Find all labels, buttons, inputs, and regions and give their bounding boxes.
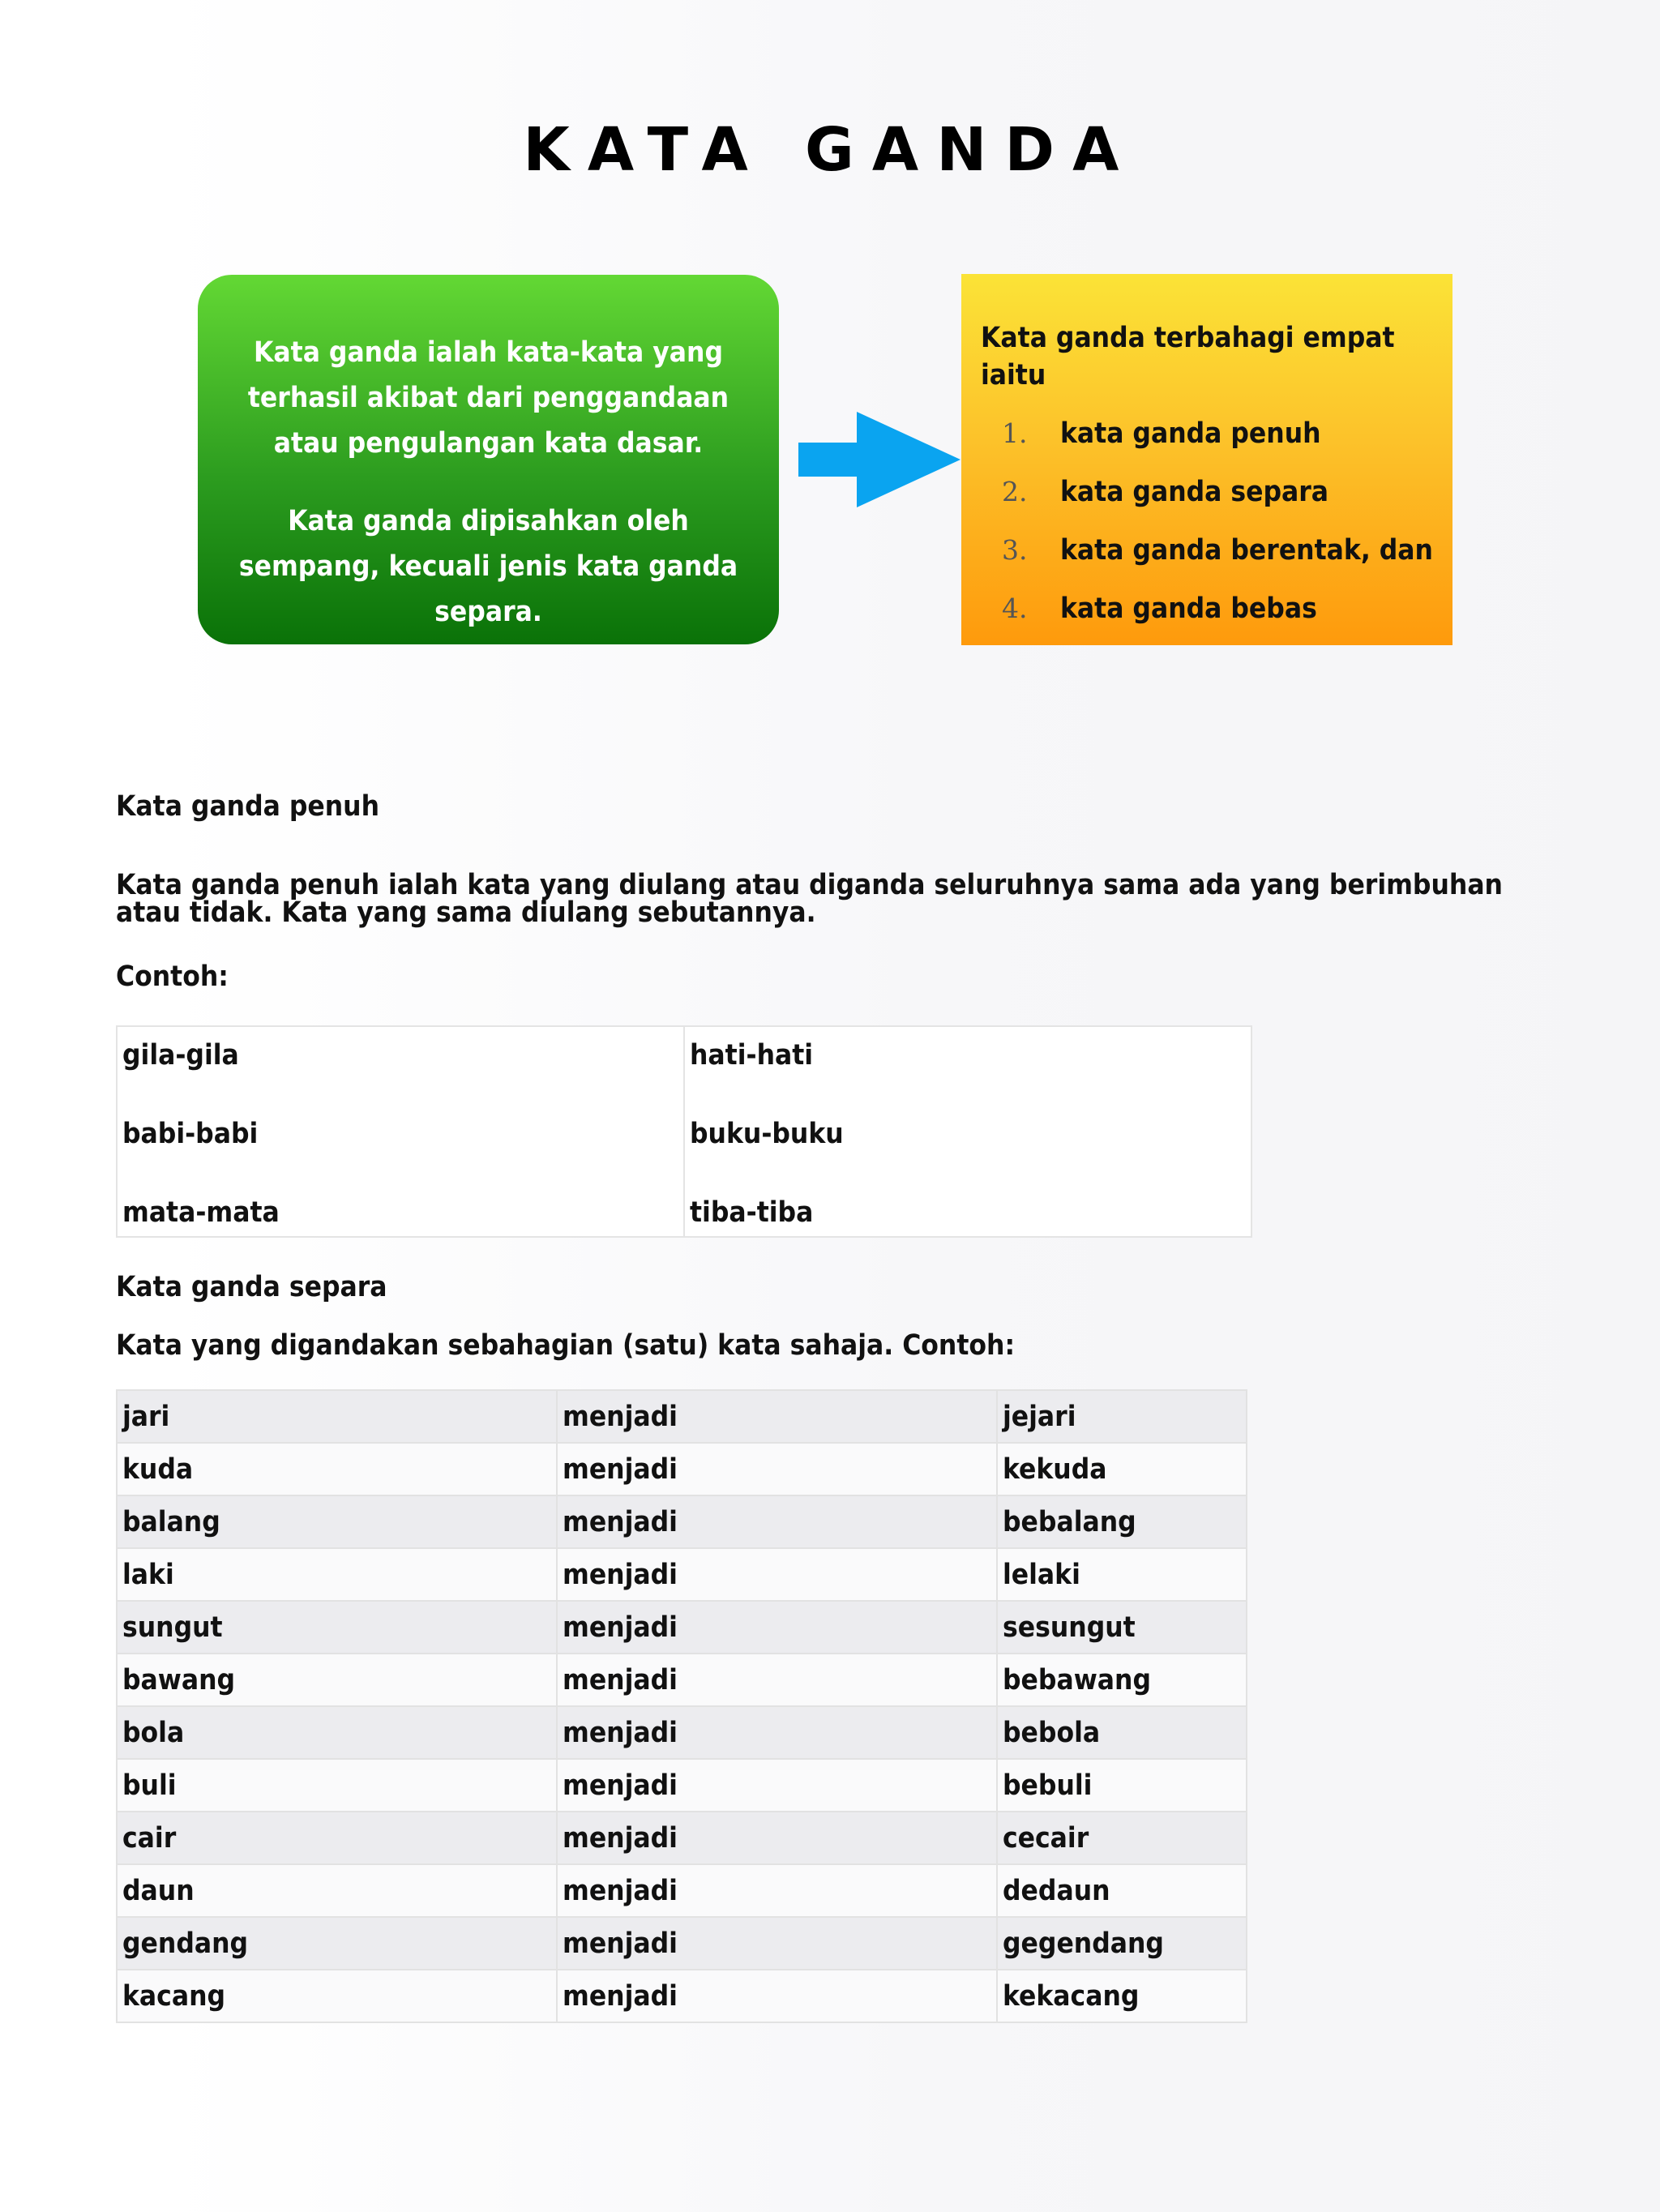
base-word-cell: bola	[117, 1706, 557, 1759]
base-word-cell: buli	[117, 1759, 557, 1812]
table-row	[117, 1759, 1247, 1812]
result-word-cell: gegendang	[997, 1917, 1247, 1970]
table-row	[117, 1390, 1247, 1443]
result-word-cell: bebawang	[997, 1654, 1247, 1706]
section-heading-penuh: Kata ganda penuh	[116, 790, 380, 823]
menjadi-cell: menjadi	[557, 1495, 997, 1548]
section-description-separa: Kata yang digandakan sebahagian (satu) kata sahaja. Contoh:	[116, 1329, 1016, 1362]
list-item-label: kata ganda berentak, dan	[1060, 534, 1433, 567]
example-word: tiba-tiba	[690, 1196, 814, 1229]
list-item-label: kata ganda penuh	[1060, 417, 1321, 450]
types-list-item	[981, 473, 1452, 511]
examples-column-right	[684, 1026, 1251, 1237]
menjadi-cell: menjadi	[557, 1864, 997, 1917]
list-number: 3.	[1002, 534, 1028, 566]
menjadi-cell: menjadi	[557, 1548, 997, 1601]
menjadi-cell: menjadi	[557, 1812, 997, 1864]
example-word: hati-hati	[690, 1039, 814, 1072]
types-box	[961, 274, 1452, 645]
base-word-cell: laki	[117, 1548, 557, 1601]
base-word-cell: bawang	[117, 1654, 557, 1706]
base-word-cell: gendang	[117, 1917, 557, 1970]
table-row	[117, 1495, 1247, 1548]
list-number: 2.	[1002, 476, 1028, 507]
base-word-cell: kuda	[117, 1443, 557, 1495]
example-word: buku-buku	[690, 1118, 844, 1150]
arrow-right-icon	[798, 412, 960, 507]
result-word-cell: dedaun	[997, 1864, 1247, 1917]
example-word: gila-gila	[122, 1039, 239, 1072]
examples-table-penuh	[116, 1025, 1252, 1238]
table-row	[117, 1706, 1247, 1759]
base-word-cell: kacang	[117, 1970, 557, 2022]
example-word: babi-babi	[122, 1118, 259, 1150]
examples-table-body	[117, 1390, 1247, 2022]
types-intro: Kata ganda terbahagi empat iaitu	[981, 322, 1395, 391]
result-word-cell: lelaki	[997, 1548, 1247, 1601]
definition-box	[198, 275, 779, 644]
menjadi-cell: menjadi	[557, 1759, 997, 1812]
base-word-cell: cair	[117, 1812, 557, 1864]
example-word: mata-mata	[122, 1196, 280, 1229]
table-row	[117, 1548, 1247, 1601]
table-row	[117, 1443, 1247, 1495]
result-word-cell: kekacang	[997, 1970, 1247, 2022]
hyphen-note-text: Kata ganda dipisahkan oleh sempang, kecuali jenis kata ganda separa.	[238, 505, 738, 628]
base-word-cell: sungut	[117, 1601, 557, 1654]
result-word-cell: cecair	[997, 1812, 1247, 1864]
list-item-label: kata ganda separa	[1060, 476, 1329, 508]
section-description-penuh: Kata ganda penuh ialah kata yang diulang atau diganda seluruhnya sama ada yang berimbuhan atau tidak. Kata yang sama diulang sebutannya.	[116, 869, 1503, 929]
menjadi-cell: menjadi	[557, 1601, 997, 1654]
list-number: 1.	[1002, 417, 1028, 449]
result-word-cell: bebola	[997, 1706, 1247, 1759]
menjadi-cell: menjadi	[557, 1443, 997, 1495]
menjadi-cell: menjadi	[557, 1390, 997, 1443]
base-word-cell: jari	[117, 1390, 557, 1443]
section-heading-separa: Kata ganda separa	[116, 1271, 387, 1303]
menjadi-cell: menjadi	[557, 1706, 997, 1759]
types-list	[981, 415, 1452, 627]
table-row	[117, 1812, 1247, 1864]
menjadi-cell: menjadi	[557, 1970, 997, 2022]
base-word-cell: daun	[117, 1864, 557, 1917]
types-list-item	[981, 415, 1452, 452]
base-word-cell: balang	[117, 1495, 557, 1548]
menjadi-cell: menjadi	[557, 1917, 997, 1970]
result-word-cell: jejari	[997, 1390, 1247, 1443]
table-row	[117, 1917, 1247, 1970]
menjadi-cell: menjadi	[557, 1654, 997, 1706]
types-list-item	[981, 532, 1452, 569]
table-row	[117, 1601, 1247, 1654]
result-word-cell: sesungut	[997, 1601, 1247, 1654]
result-word-cell: bebuli	[997, 1759, 1247, 1812]
examples-column-left	[117, 1026, 684, 1237]
definition-text: Kata ganda ialah kata-kata yang terhasil akibat dari penggandaan atau pengulangan kata dasar.	[247, 336, 729, 460]
result-word-cell: kekuda	[997, 1443, 1247, 1495]
contoh-label: Contoh:	[116, 961, 229, 993]
result-word-cell: bebalang	[997, 1495, 1247, 1548]
list-number: 4.	[1002, 593, 1028, 624]
page-title: KATA GANDA	[523, 115, 1137, 185]
table-row	[117, 1970, 1247, 2022]
examples-table-separa	[116, 1389, 1247, 2023]
list-item-label: kata ganda bebas	[1060, 593, 1317, 625]
table-row	[117, 1654, 1247, 1706]
types-list-item	[981, 590, 1452, 627]
table-row	[117, 1864, 1247, 1917]
